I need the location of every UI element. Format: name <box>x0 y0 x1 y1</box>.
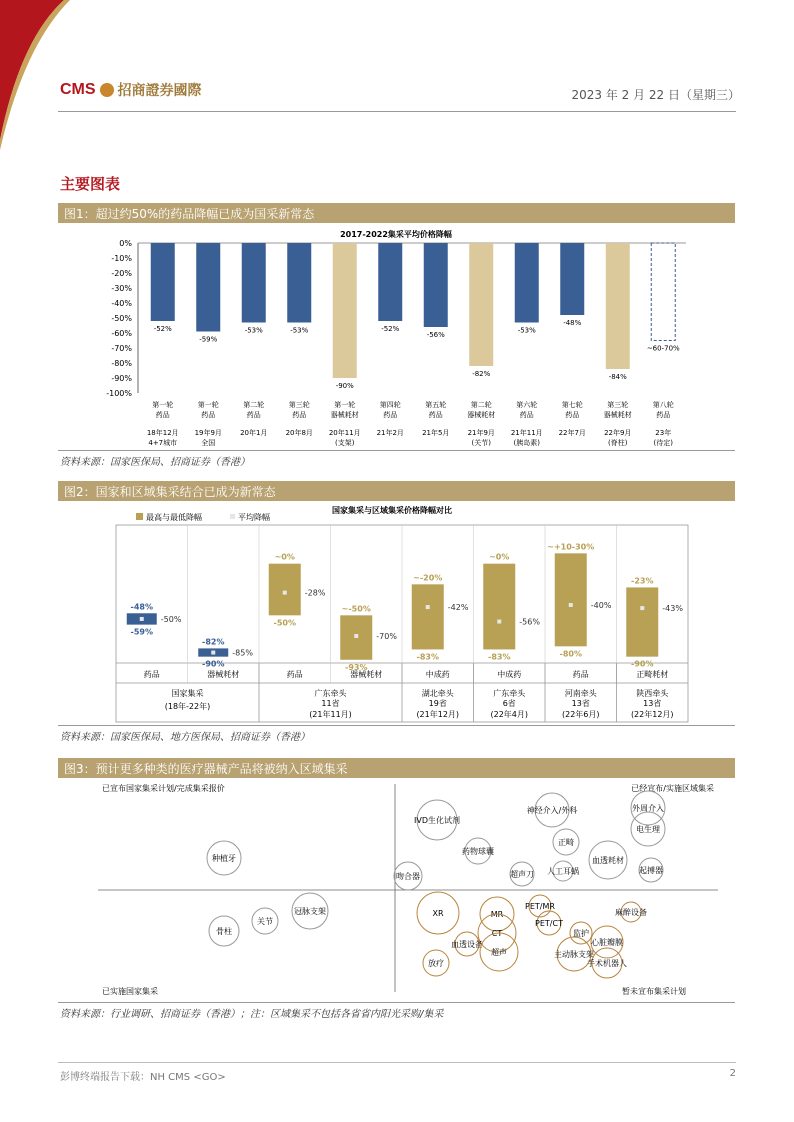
chart1-ytick: -80% <box>111 359 132 368</box>
chart1-cat-l2: 药品 <box>656 411 671 419</box>
chart2-group-name: 广东牵头 <box>314 689 347 698</box>
chart1-ytick: 0% <box>119 239 132 248</box>
chart1-cat-l2: 器械耗材 <box>603 411 632 419</box>
chart1-title: 2017-2022集采平均价格降幅 <box>340 230 452 239</box>
chart2-lo-label: -83% <box>488 652 511 662</box>
report-date: 2023 年 2 月 22 日（星期三） <box>571 88 740 102</box>
chart1-ytick: -100% <box>106 389 132 398</box>
chart1-cat-l2: 药品 <box>292 411 307 419</box>
chart3-quadrant-tr: 已经宣布/实施区域集采 <box>631 784 714 793</box>
chart1-cat-l1: 第三轮 <box>607 401 629 409</box>
chart2-avg-marker <box>426 605 430 609</box>
chart2-group-date: (18年-22年) <box>164 702 211 711</box>
chart2-group-date: (21年11月) <box>309 710 352 719</box>
chart2-avg-label: -42% <box>447 603 469 613</box>
chart2-lo-label: -50% <box>273 618 296 628</box>
chart3-bubble-label: IVD生化试剂 <box>414 816 460 825</box>
chart3-bubble-label: 监护 <box>573 929 589 938</box>
chart2-hi-label: ~+10-30% <box>547 542 595 552</box>
chart1-bar <box>469 243 493 366</box>
chart3-quadrant-br: 暂未宣布集采计划 <box>622 987 686 996</box>
chart1-ytick: -40% <box>111 299 132 308</box>
chart1-cat-l2: 药品 <box>519 411 534 419</box>
chart2-legend-range: 最高与最低降幅 <box>146 513 202 522</box>
chart1-cat-l1: 第三轮 <box>288 401 310 409</box>
chart1-data-label: -53% <box>517 326 536 335</box>
chart2-group-name: 广东牵头 <box>493 689 526 698</box>
chart3-bubble-label: 药物球囊 <box>462 847 494 856</box>
chart2-title: 国家集采与区域集采价格降幅对比 <box>332 506 452 515</box>
chart1-bar <box>287 243 311 323</box>
fig3-source: 资料来源：行业调研、招商证券（香港）；注：区域集采不包括各省省内阳光采购/集采 <box>60 1009 444 1020</box>
chart3-bubble-label: PET/MR <box>525 902 555 911</box>
chart2-cat-label: 器械耗材 <box>207 670 240 679</box>
chart2-range-bar <box>483 564 515 650</box>
chart1-bar-pending <box>651 243 675 341</box>
chart3-bubble-label: PET/CT <box>535 919 563 928</box>
chart3-bubble-label: 手术机器人 <box>587 959 627 968</box>
chart2-cat-label: 中成药 <box>497 670 522 679</box>
chart1-bar <box>333 243 357 378</box>
fig3-divider <box>58 1002 735 1003</box>
chart2-avg-marker <box>140 617 144 621</box>
chart2-avg-marker <box>497 620 501 624</box>
chart2-hi-label: ~-20% <box>413 573 443 583</box>
chart2-legend-avg: 平均降幅 <box>238 513 270 522</box>
chart2-lo-label: -59% <box>130 627 153 637</box>
chart1-cat-l2: 药品 <box>246 411 261 419</box>
chart2-avg-marker <box>569 603 573 607</box>
chart1-cat-d1: 20年8月 <box>285 429 313 437</box>
logo-cn: 招商證券國際 <box>117 83 202 99</box>
chart2-avg-marker <box>283 591 287 595</box>
chart3-bubble-label: 心脏瓣膜 <box>591 938 623 947</box>
chart1-ytick: -90% <box>111 374 132 383</box>
chart1-cat-d1: 22年9月 <box>604 429 632 437</box>
chart1-data-label: -82% <box>472 370 491 378</box>
chart2-group-name: 湖北牵头 <box>421 689 454 698</box>
chart3-bubble-label: 超声 <box>491 948 507 957</box>
chart3-bubble-label: 种植牙 <box>212 854 236 863</box>
chart1-data-label: -48% <box>563 319 582 327</box>
chart3-quadrant-tl: 已宣布国家集采计划/完成集采报价 <box>102 784 225 793</box>
chart2-avg-label: -50% <box>160 614 182 624</box>
chart1-bar <box>196 243 220 332</box>
chart2-lo-label: -80% <box>559 649 582 659</box>
chart1-data-label: -90% <box>335 382 354 390</box>
chart1-bar <box>515 243 539 323</box>
chart1-cat-l1: 第四轮 <box>379 401 401 409</box>
chart2-range-bar <box>412 584 444 649</box>
chart3-bubble-label: MR <box>490 910 504 919</box>
chart1-data-label: -84% <box>608 373 627 381</box>
chart1-bar <box>606 243 630 369</box>
chart2-group-date: (22年12月) <box>630 710 674 719</box>
chart1-cat-d1: 21年11月 <box>510 429 543 437</box>
chart1-ytick: -10% <box>111 254 132 263</box>
chart1-cat-d2: (支架) <box>335 439 355 447</box>
chart1-cat-d1: 21年9月 <box>467 429 495 437</box>
fig1-source: 资料来源：国家医保局、招商证券（香港） <box>60 457 250 468</box>
chart1-cat-d1: 22年7月 <box>558 429 586 437</box>
chart2-lo-label: -90% <box>631 659 654 669</box>
chart1-data-label: ~60-70% <box>646 344 680 353</box>
chart1-ytick: -30% <box>111 284 132 293</box>
chart3-bubble-label: 神经介入/外科 <box>526 806 578 815</box>
chart2-avg-label: -43% <box>662 604 683 614</box>
chart1-cat-d1: 18年12月 <box>146 429 179 437</box>
fig1-caption-bar <box>58 203 735 223</box>
chart1-cat-d1: 21年2月 <box>376 429 404 437</box>
chart1-cat-d1: 23年 <box>655 429 672 437</box>
chart1-data-label: -52% <box>381 325 400 333</box>
chart3-quadrant-bl: 已实施国家集采 <box>102 987 158 996</box>
chart1-bar <box>424 243 448 327</box>
chart1-cat-l1: 第二轮 <box>243 401 265 409</box>
fig3-bubble-chart <box>58 780 735 1002</box>
chart1-cat-d2: (胰岛素) <box>513 439 540 447</box>
chart1-bar <box>242 243 266 323</box>
chart2-avg-label: -28% <box>304 588 326 598</box>
chart1-data-label: -53% <box>244 326 263 335</box>
chart1-cat-l1: 第一轮 <box>334 401 356 409</box>
chart1-cat-l1: 第六轮 <box>516 401 538 409</box>
chart2-hi-label: -82% <box>202 637 225 647</box>
chart1-cat-l1: 第五轮 <box>425 401 447 409</box>
chart3-bubble-label: 起搏器 <box>639 866 663 875</box>
header-divider <box>58 111 736 112</box>
chart1-cat-d1: 21年5月 <box>422 429 450 437</box>
chart1-bar <box>560 243 584 315</box>
chart1-data-label: -53% <box>290 326 309 335</box>
chart3-bubble-label: 骨柱 <box>216 927 232 936</box>
chart1-cat-l1: 第一轮 <box>197 401 219 409</box>
fig2-caption: 图2：国家和区域集采结合已成为新常态 <box>64 485 276 499</box>
chart3-bubble-label: 麻醉设备 <box>615 908 647 917</box>
chart1-cat-l1: 第一轮 <box>152 401 174 409</box>
chart2-group-detail: 13省 <box>571 699 590 708</box>
chart3-bubble-label: 关节 <box>257 917 273 926</box>
chart1-cat-l1: 第二轮 <box>470 401 492 409</box>
chart1-ytick: -50% <box>111 314 132 323</box>
chart2-cat-label: 中成药 <box>425 670 450 679</box>
fig2-range-chart <box>58 503 735 725</box>
chart1-data-label: -59% <box>199 335 218 344</box>
chart2-hi-label: -48% <box>130 602 153 612</box>
chart2-group-name: 国家集采 <box>171 689 204 698</box>
chart2-hi-label: ~0% <box>274 552 295 562</box>
chart2-hi-label: ~0% <box>489 552 510 562</box>
page-number: 2 <box>729 1068 736 1079</box>
chart3-bubble-label: 血透耗材 <box>592 856 624 865</box>
chart2-range-bar <box>626 587 658 656</box>
chart2-avg-label: -40% <box>590 601 612 610</box>
chart2-group-date: (21年12月) <box>416 710 460 719</box>
fig2-source: 资料来源：国家医保局、地方医保局、招商证券（香港） <box>60 732 310 743</box>
fig2-divider <box>58 725 735 726</box>
chart2-cat-label: 药品 <box>143 670 160 679</box>
chart1-cat-l2: 药品 <box>383 411 398 419</box>
footer-bloomberg: 彭博终端报告下载：NH CMS <GO> <box>60 1072 226 1083</box>
fig2-caption-bar <box>58 481 735 501</box>
chart1-cat-l1: 第八轮 <box>652 401 674 409</box>
chart2-group-detail: 11省 <box>321 699 340 708</box>
chart3-bubble-label: 电生理 <box>636 825 660 834</box>
chart2-legend-swatch <box>136 513 143 520</box>
chart3-bubble-label: 超声刀 <box>510 870 534 879</box>
chart1-cat-l2: 药品 <box>201 411 216 419</box>
chart1-cat-l2: 器械耗材 <box>330 411 359 419</box>
chart1-cat-d2: (关节) <box>471 439 491 447</box>
chart2-avg-marker <box>640 606 644 610</box>
chart2-group-date: (22年4月) <box>490 710 529 719</box>
chart2-range-bar <box>269 564 301 616</box>
chart2-cat-label: 正畸耗材 <box>636 670 669 679</box>
chart3-bubble-label: 放疗 <box>428 959 444 968</box>
chart1-bar <box>378 243 402 321</box>
chart2-avg-marker <box>354 634 358 638</box>
chart3-bubble-label: CT <box>491 929 503 938</box>
chart3-bubble-label: 血透设备 <box>451 940 483 949</box>
chart2-hi-label: -23% <box>631 576 654 586</box>
chart2-lo-label: -93% <box>345 662 368 672</box>
chart1-cat-d2: 4+7城市 <box>148 439 178 447</box>
chart1-cat-d2: (脊柱) <box>608 439 628 447</box>
logo-emblem-icon <box>100 83 114 97</box>
chart1-cat-l1: 第七轮 <box>561 401 583 409</box>
chart1-cat-l2: 器械耗材 <box>467 411 496 419</box>
chart1-bar <box>151 243 175 321</box>
logo <box>60 80 202 100</box>
chart3-bubble-label: 主动脉支架 <box>554 950 594 959</box>
chart2-group-detail: 6省 <box>502 699 516 708</box>
chart2-avg-label: -85% <box>232 648 253 658</box>
chart1-data-label: -56% <box>426 331 445 339</box>
chart2-avg-label: -70% <box>376 632 397 641</box>
fig1-divider <box>58 450 735 451</box>
chart1-cat-d2: (待定) <box>653 439 673 447</box>
chart2-legend-avg-swatch <box>230 514 235 519</box>
corner-swoosh <box>0 0 80 150</box>
chart1-cat-d1: 20年1月 <box>240 429 268 437</box>
chart2-group-detail: 13省 <box>643 699 662 708</box>
logo-text: CMS <box>60 81 96 98</box>
fig3-caption-bar <box>58 758 735 778</box>
chart2-group-date: (22年6月) <box>561 710 600 719</box>
chart1-cat-d2: 全国 <box>201 439 216 447</box>
chart1-ytick: -70% <box>111 344 132 353</box>
chart2-hi-label: ~-50% <box>341 604 371 614</box>
chart3-bubble-label: 外周介入 <box>632 804 664 813</box>
chart3-bubble-label: 正畸 <box>558 838 574 847</box>
chart1-cat-l2: 药品 <box>565 411 580 419</box>
chart2-avg-label: -56% <box>519 617 540 627</box>
chart1-data-label: -52% <box>153 325 172 333</box>
chart2-group-detail: 19省 <box>428 699 447 708</box>
chart3-bubble-label: 吻合器 <box>396 872 420 881</box>
chart1-cat-d1: 20年11月 <box>328 429 361 437</box>
chart2-lo-label: -90% <box>202 659 225 669</box>
footer-divider <box>58 1062 736 1063</box>
chart2-cat-label: 药品 <box>572 670 589 679</box>
chart1-ytick: -60% <box>111 329 132 338</box>
chart2-lo-label: -83% <box>416 652 439 662</box>
fig3-caption: 图3：预计更多种类的医疗器械产品将被纳入区域集采 <box>64 762 348 776</box>
chart2-group-name: 陕西牵头 <box>636 689 669 698</box>
chart2-avg-marker <box>211 651 215 655</box>
chart2-range-bar <box>555 553 587 646</box>
chart2-cat-label: 器械耗材 <box>350 670 383 679</box>
chart2-group-name: 河南牵头 <box>564 689 597 698</box>
chart3-bubble-label: 冠脉支架 <box>294 907 326 916</box>
chart1-cat-l2: 药品 <box>155 411 170 419</box>
chart1-cat-d1: 19年9月 <box>194 429 222 437</box>
chart1-cat-l2: 药品 <box>428 411 443 419</box>
section-title: 主要图表 <box>60 175 121 193</box>
chart3-bubble-label: 人工耳蜗 <box>547 867 579 876</box>
fig1-caption: 图1：超过约50%的药品降幅已成为国采新常态 <box>64 207 315 221</box>
chart1-ytick: -20% <box>111 269 132 278</box>
chart2-cat-label: 药品 <box>286 670 303 679</box>
chart3-bubble-label: XR <box>432 909 444 918</box>
fig1-bar-chart <box>58 226 735 450</box>
